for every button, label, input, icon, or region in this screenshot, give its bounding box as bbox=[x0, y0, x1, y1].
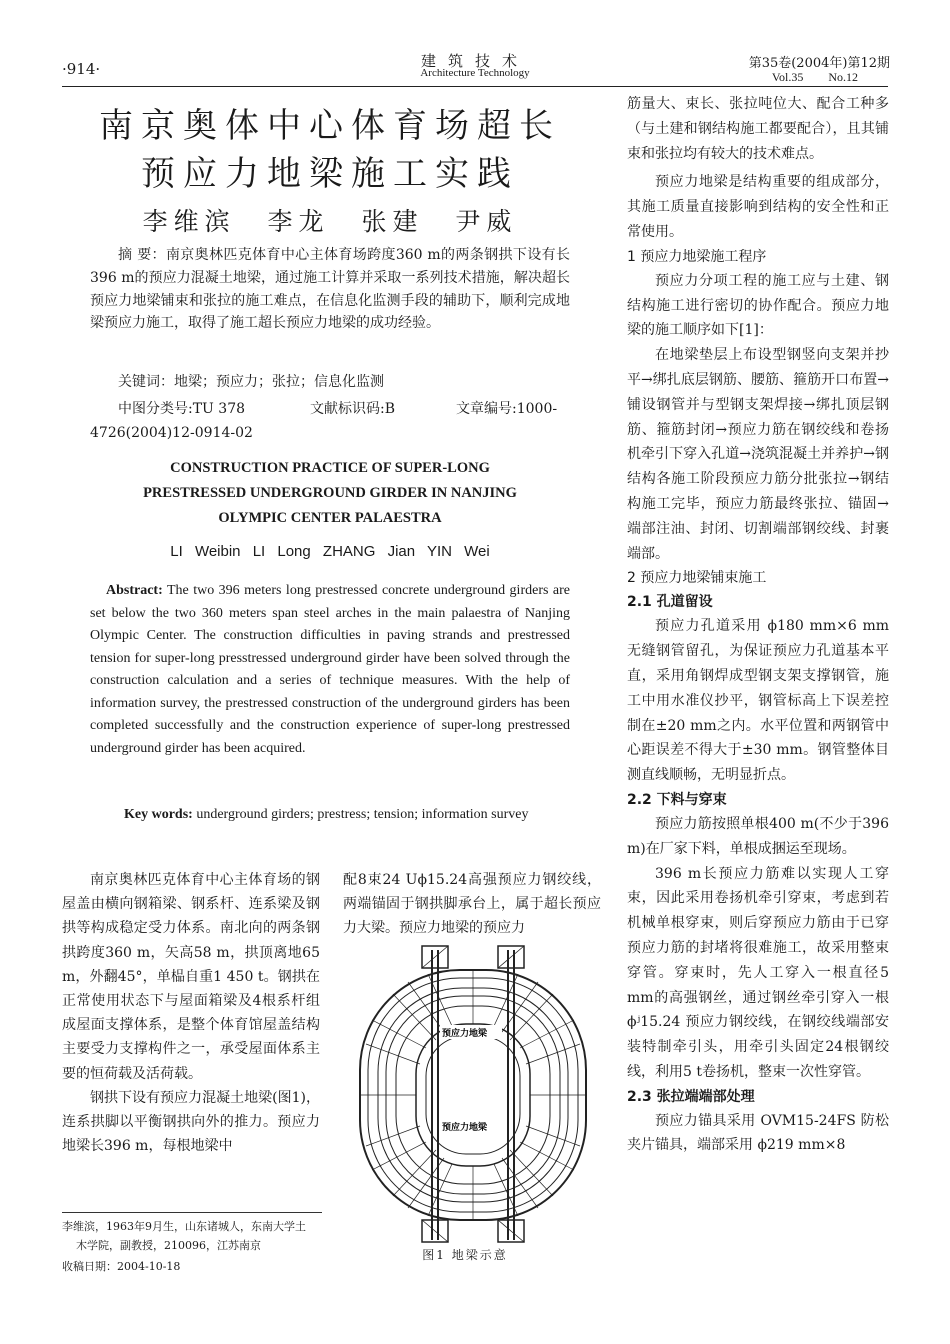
body-left-paragraph-1: 南京奥林匹克体育中心主体育场的钢屋盖由横向钢箱梁、钢系杆、连系梁及钢拱等构成稳定受力体系。南北向的两条钢拱跨度360 m，矢高58 m，拱顶离地65 m，外翻45°，单榀自重1 450 t。钢拱在正常使用状态下与屋面箱梁及4根系杆组成屋面支撑体系，是整个体育馆屋盖结构主要受力支撑构件之一，承受屋面体系主要的恒荷载及活荷载。 bbox=[62, 872, 320, 1082]
abstract-en-text: The two 396 meters long prestressed concrete underground girders are set below the two 360 meters span steel arches in the main palaestra of Nanjing Olympic Center. The construction difficulties in paving strands and prestressed tension for super-long presstressed underground girder have been solved through the construction calculation and a series of technique measures. With the help of information survey, the prestressed construction of the underground girders has been completed successfully and the construction experience of super-long prestressed underground girder has been acquired. bbox=[90, 583, 570, 756]
abstract-cn-label: 摘 要： bbox=[118, 247, 166, 263]
body-right-paragraph-1: 预应力地梁是结构重要的组成部分，其施工质量直接影响到结构的安全性和正常使用。 bbox=[627, 174, 889, 240]
footnote-author-line-1: 李维滨，1963年9月生，山东诸城人，东南大学土 bbox=[62, 1220, 306, 1233]
en-title-line-3: OLYMPIC CENTER PALAESTRA bbox=[218, 510, 442, 526]
keywords-en-text: underground girders; prestress; tension; information survey bbox=[196, 807, 529, 822]
abstract-en bbox=[90, 580, 570, 760]
keywords-en bbox=[90, 804, 570, 827]
abstract-cn-text: 南京奥林匹克体育中心主体育场跨度360 m的两条钢拱下设有长396 m的预应力混凝土地梁，通过施工计算并采取一系列技术措施，解决超长预应力地梁铺束和张拉的施工难点，在信息化监测手段的辅助下，顺利完成地梁预应力施工，取得了施工超长预应力地梁的成功经验。 bbox=[90, 247, 570, 332]
abstract-cn bbox=[90, 244, 570, 335]
body-right-column bbox=[627, 92, 889, 1158]
classification-row bbox=[118, 398, 578, 422]
body-right-paragraph-5: 预应力筋按照单根400 m(不少于396 m)在厂家下料，单根成捆运至现场。 bbox=[627, 815, 889, 857]
body-middle-paragraph: 配8束24 Uϕ15.24高强预应力钢绞线，两端锚固于钢拱脚承台上，属于超长预应力大梁。预应力地梁的预应力 bbox=[343, 872, 601, 937]
body-right-paragraph-7: 预应力锚具采用 OVM15-24FS 防松夹片锚具，端部采用 ϕ219 mm×8 bbox=[627, 1112, 889, 1154]
authors-cn: 李维滨 李龙 张建 尹威 bbox=[142, 207, 518, 236]
issue-info-cn: 第35卷(2004年)第12期 bbox=[748, 56, 890, 71]
document-code: 文献标识码:B bbox=[310, 401, 396, 417]
figure-1-caption: 图1 地梁示意 bbox=[422, 1248, 508, 1262]
section-heading-2-1: 2.1 孔道留设 bbox=[627, 594, 713, 611]
body-right-paragraph-2: 预应力分项工程的施工应与土建、钢结构施工进行密切的协作配合。预应力地梁的施工顺序如下[1]： bbox=[627, 272, 889, 339]
keywords-cn: 关键词：地梁；预应力；张拉；信息化监测 bbox=[118, 374, 384, 390]
journal-title-cn: 建筑技术 bbox=[420, 52, 529, 70]
article-number-cont: 4726(2004)12-0914-02 bbox=[90, 425, 253, 441]
section-heading-1: 1 预应力地梁施工程序 bbox=[627, 248, 767, 265]
journal-title-en: Architecture Technology bbox=[420, 67, 530, 79]
authors-en: LI Weibin LI Long ZHANG Jian YIN Wei bbox=[170, 543, 490, 560]
body-left-paragraph-2: 钢拱下设有预应力混凝土地梁(图1)，连系拱脚以平衡钢拱向外的推力。预应力地梁长396 m，每根地梁中 bbox=[62, 1089, 320, 1155]
article-number: 文章编号:1000- bbox=[456, 401, 558, 417]
paper-title-line-2: 预应力地梁施工实践 bbox=[141, 154, 519, 194]
body-left-column bbox=[62, 868, 320, 1158]
footnote-received-date: 收稿日期：2004-10-18 bbox=[62, 1260, 181, 1273]
en-title-line-1: CONSTRUCTION PRACTICE OF SUPER-LONG bbox=[170, 460, 490, 476]
figure-label-top: 预应力地梁 bbox=[442, 1029, 488, 1039]
paper-title-line-1: 南京奥体中心体育场超长 bbox=[99, 106, 561, 146]
figure-label-bottom: 预应力地梁 bbox=[442, 1123, 488, 1133]
body-right-paragraph-4: 预应力孔道采用 ϕ180 mm×6 mm无缝钢管留孔，为保证预应力孔道基本平直，采用角钢焊成型钢支架支撑钢管，施工中用水准仪抄平，钢管标高上下误差控制在±20 mm之内。水平位置和两钢管中心距误差不得大于±30 mm。钢管整体目测直线顺畅，无明显折点。 bbox=[627, 618, 889, 784]
figure-1-girder-diagram bbox=[348, 944, 598, 1244]
section-heading-2: 2 预应力地梁铺束施工 bbox=[627, 570, 767, 587]
body-right-paragraph-0: 筋量大、束长、张拉吨位大、配合工种多（与土建和钢结构施工都要配合），且其铺束和张拉均有较大的技术难点。 bbox=[627, 96, 889, 162]
footnote-rule bbox=[62, 1212, 322, 1213]
body-right-paragraph-3: 在地梁垫层上布设型钢竖向支架并抄平→绑扎底层钢筋、腰筋、箍筋开口布置→铺设钢管并与型钢支架焊接→绑扎顶层钢筋、箍筋封闭→预应力筋在钢绞线和卷扬机牵引下穿入孔道→浇筑混凝土并养护→钢结构各施工阶段预应力筋分批张拉→钢结构施工完毕，预应力筋最终张拉、锚固→端部注油、封闭、切割端部钢绞线、封裹端部。 bbox=[627, 347, 889, 562]
section-heading-2-3: 2.3 张拉端端部处理 bbox=[627, 1088, 755, 1105]
body-right-paragraph-6: 396 m长预应力筋难以实现人工穿束，因此采用卷扬机牵引穿束，考虑到若机械单根穿束，则后穿预应力筋由于已穿预应力筋的封堵将很难施工，故采用整束穿管。穿束时，先人工穿入一根直径5 mm的高强钢丝，通过钢丝牵引穿入一根 ϕʲ15.24 预应力钢绞线，在钢绞线端部安装特制牵引头，用牵引头固定24根钢绞线，利用5 t卷扬机，整束一次性穿管。 bbox=[627, 865, 889, 1080]
page-number: ·914· bbox=[62, 60, 101, 78]
clc-number: 中图分类号:TU 378 bbox=[118, 401, 246, 417]
keywords-en-label: Key words: bbox=[124, 807, 193, 822]
issue-info-en: Vol.35 No.12 bbox=[771, 70, 858, 84]
abstract-en-label: Abstract: bbox=[106, 583, 163, 598]
footnote-author-line-2: 木学院，副教授，210096，江苏南京 bbox=[76, 1239, 261, 1252]
header-rule bbox=[62, 86, 888, 87]
section-heading-2-2: 2.2 下料与穿束 bbox=[627, 791, 727, 808]
en-title-line-2: PRESTRESSED UNDERGROUND GIRDER IN NANJING bbox=[143, 485, 517, 501]
